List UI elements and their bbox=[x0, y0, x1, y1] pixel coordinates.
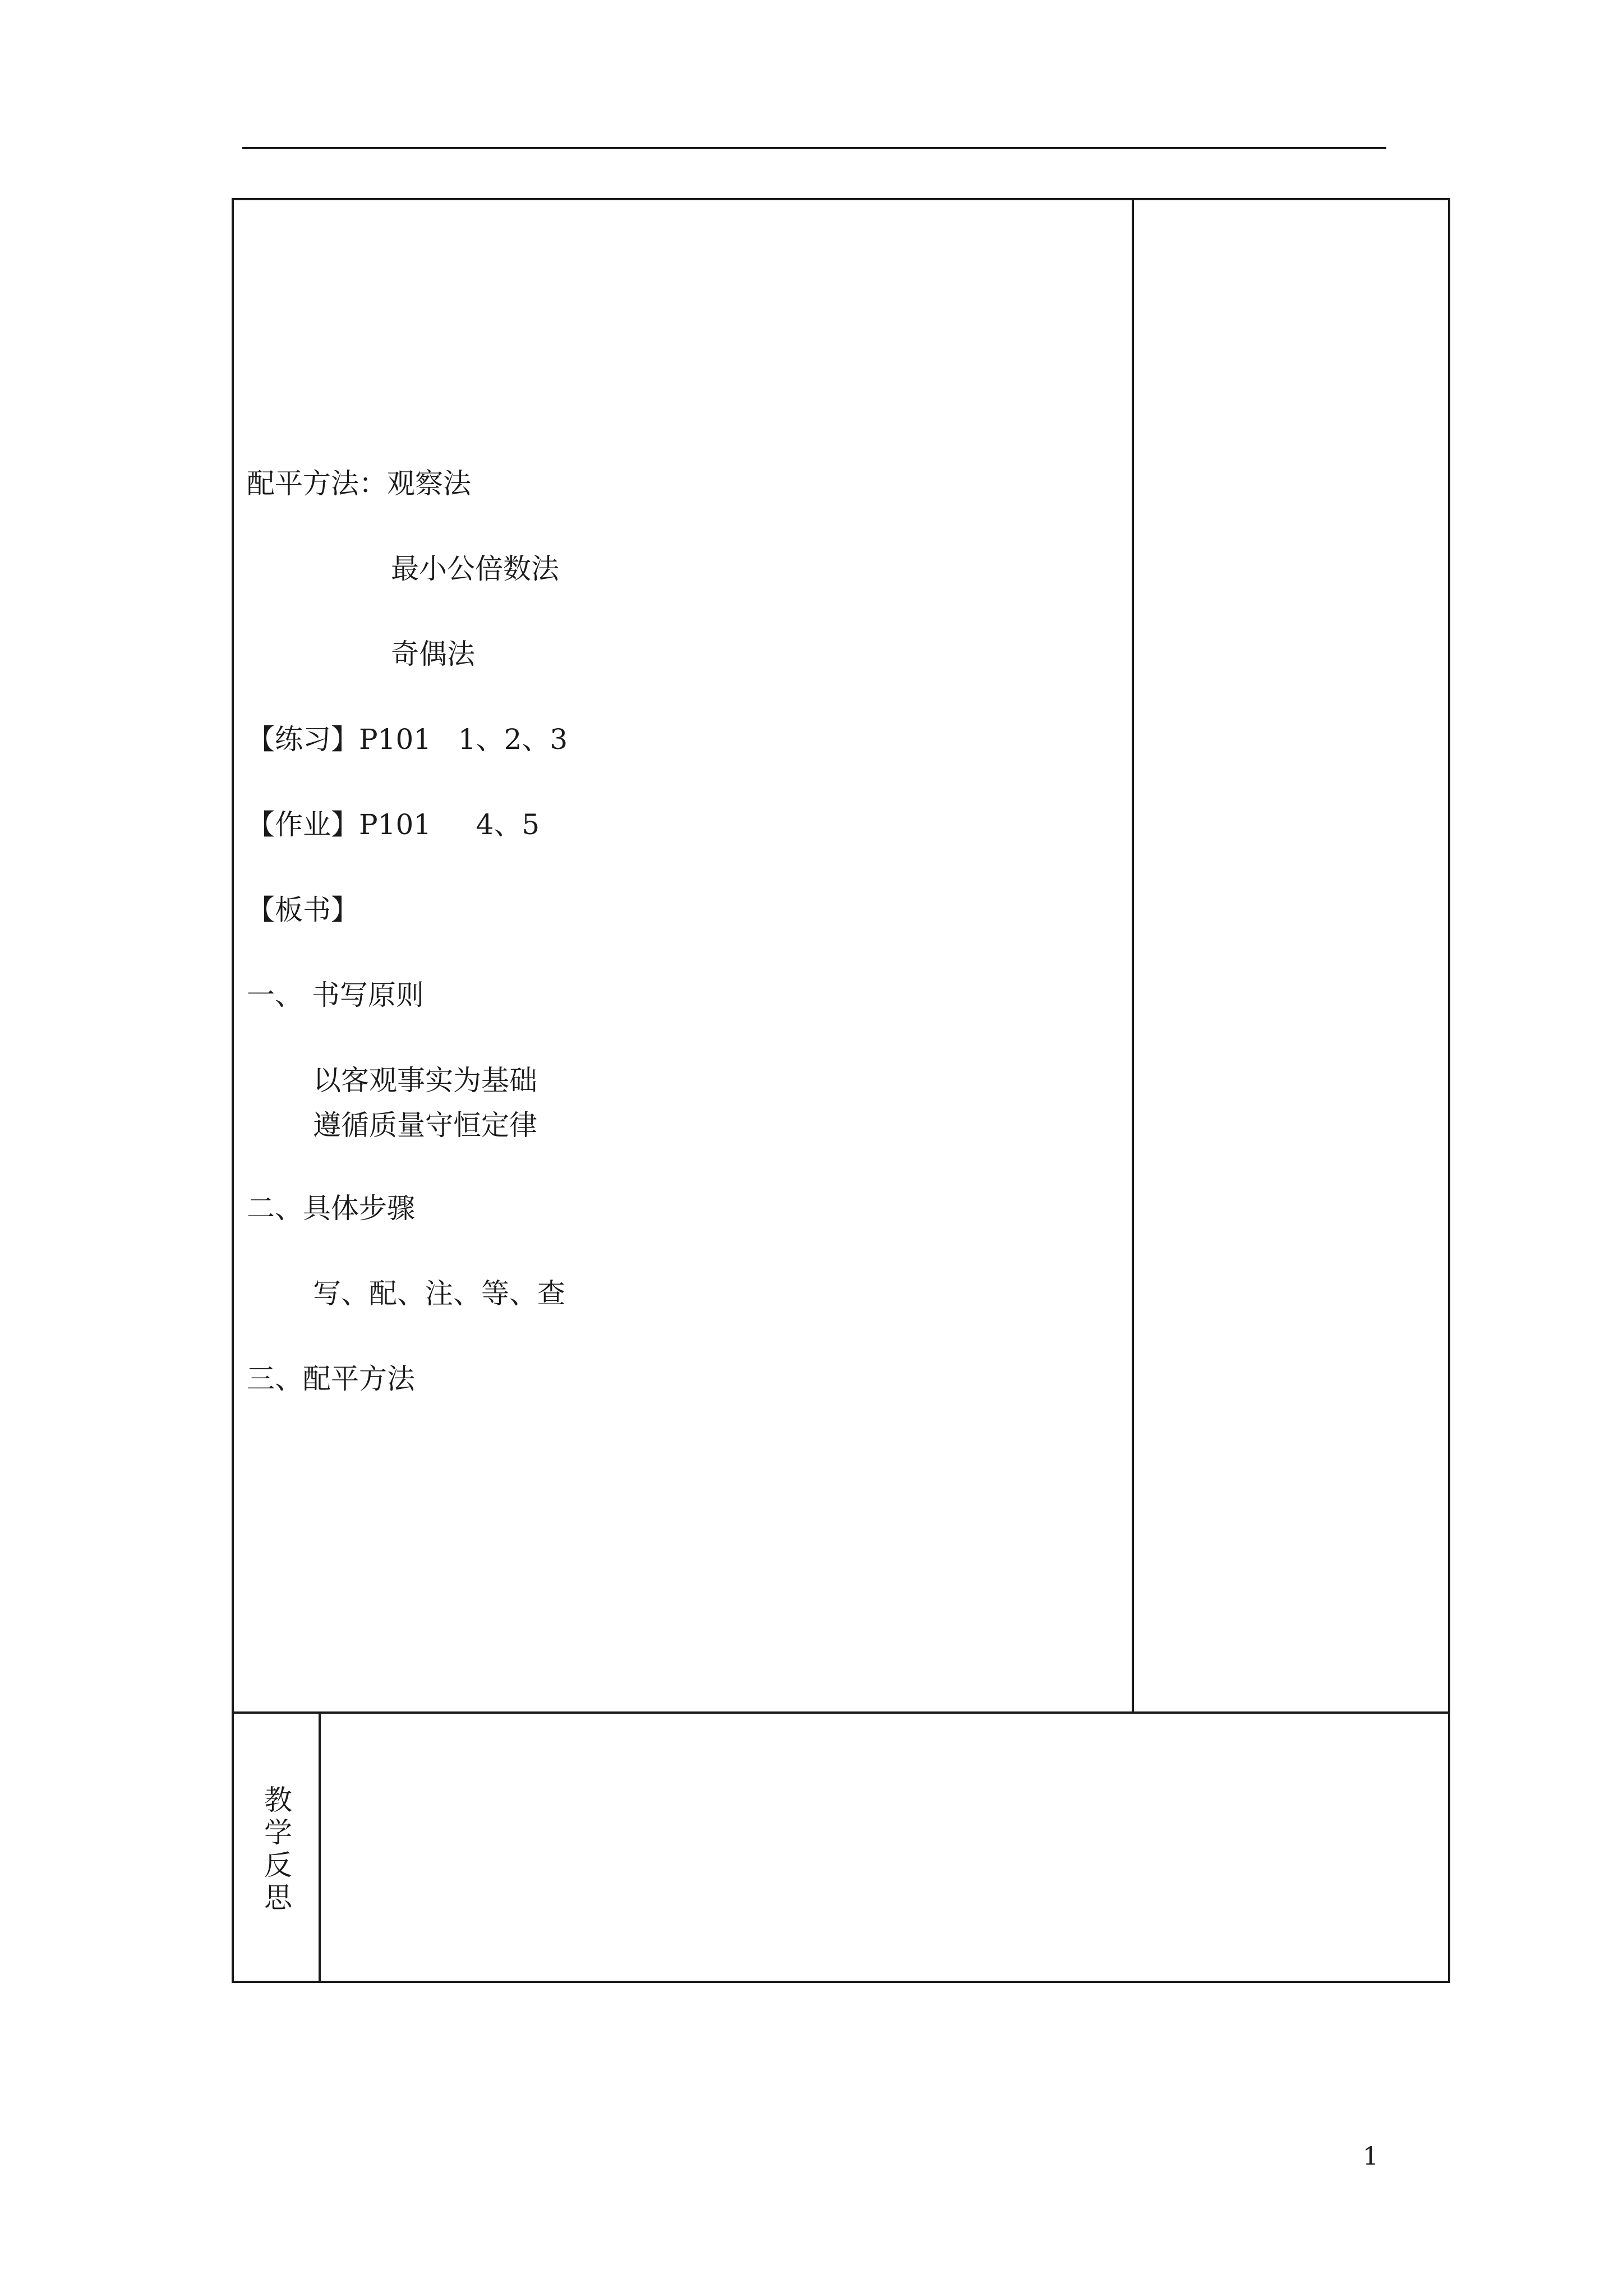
board-heading: 【板书】 bbox=[247, 894, 359, 926]
reflection-row-divider bbox=[232, 1711, 1450, 1714]
section-one-heading: 一、 书写原则 bbox=[247, 979, 424, 1011]
reflection-label-char: 思 bbox=[264, 1881, 292, 1914]
principle-facts: 以客观事实为基础 bbox=[313, 1064, 537, 1097]
notes-column-divider bbox=[1132, 198, 1134, 1713]
page-number: 1 bbox=[1363, 2142, 1378, 2171]
reflection-label-char: 教 bbox=[264, 1784, 292, 1816]
reflection-label-divider bbox=[319, 1711, 321, 1983]
method-odd-even: 奇偶法 bbox=[391, 638, 475, 670]
exercise-line: 【练习】P101 1、2、3 bbox=[247, 723, 568, 756]
principle-conservation: 遵循质量守恒定律 bbox=[313, 1109, 537, 1142]
section-two-heading: 二、具体步骤 bbox=[247, 1192, 415, 1225]
header-rule bbox=[242, 147, 1386, 149]
reflection-label-char: 反 bbox=[264, 1849, 292, 1881]
method-heading: 配平方法：观察法 bbox=[247, 467, 471, 500]
teaching-reflection-label bbox=[261, 1784, 295, 1914]
homework-line: 【作业】P101 4、5 bbox=[247, 808, 540, 841]
method-lcm: 最小公倍数法 bbox=[391, 553, 559, 585]
steps-line: 写、配、注、等、查 bbox=[313, 1277, 565, 1310]
reflection-label-char: 学 bbox=[264, 1816, 292, 1849]
section-three-heading: 三、配平方法 bbox=[247, 1363, 415, 1395]
